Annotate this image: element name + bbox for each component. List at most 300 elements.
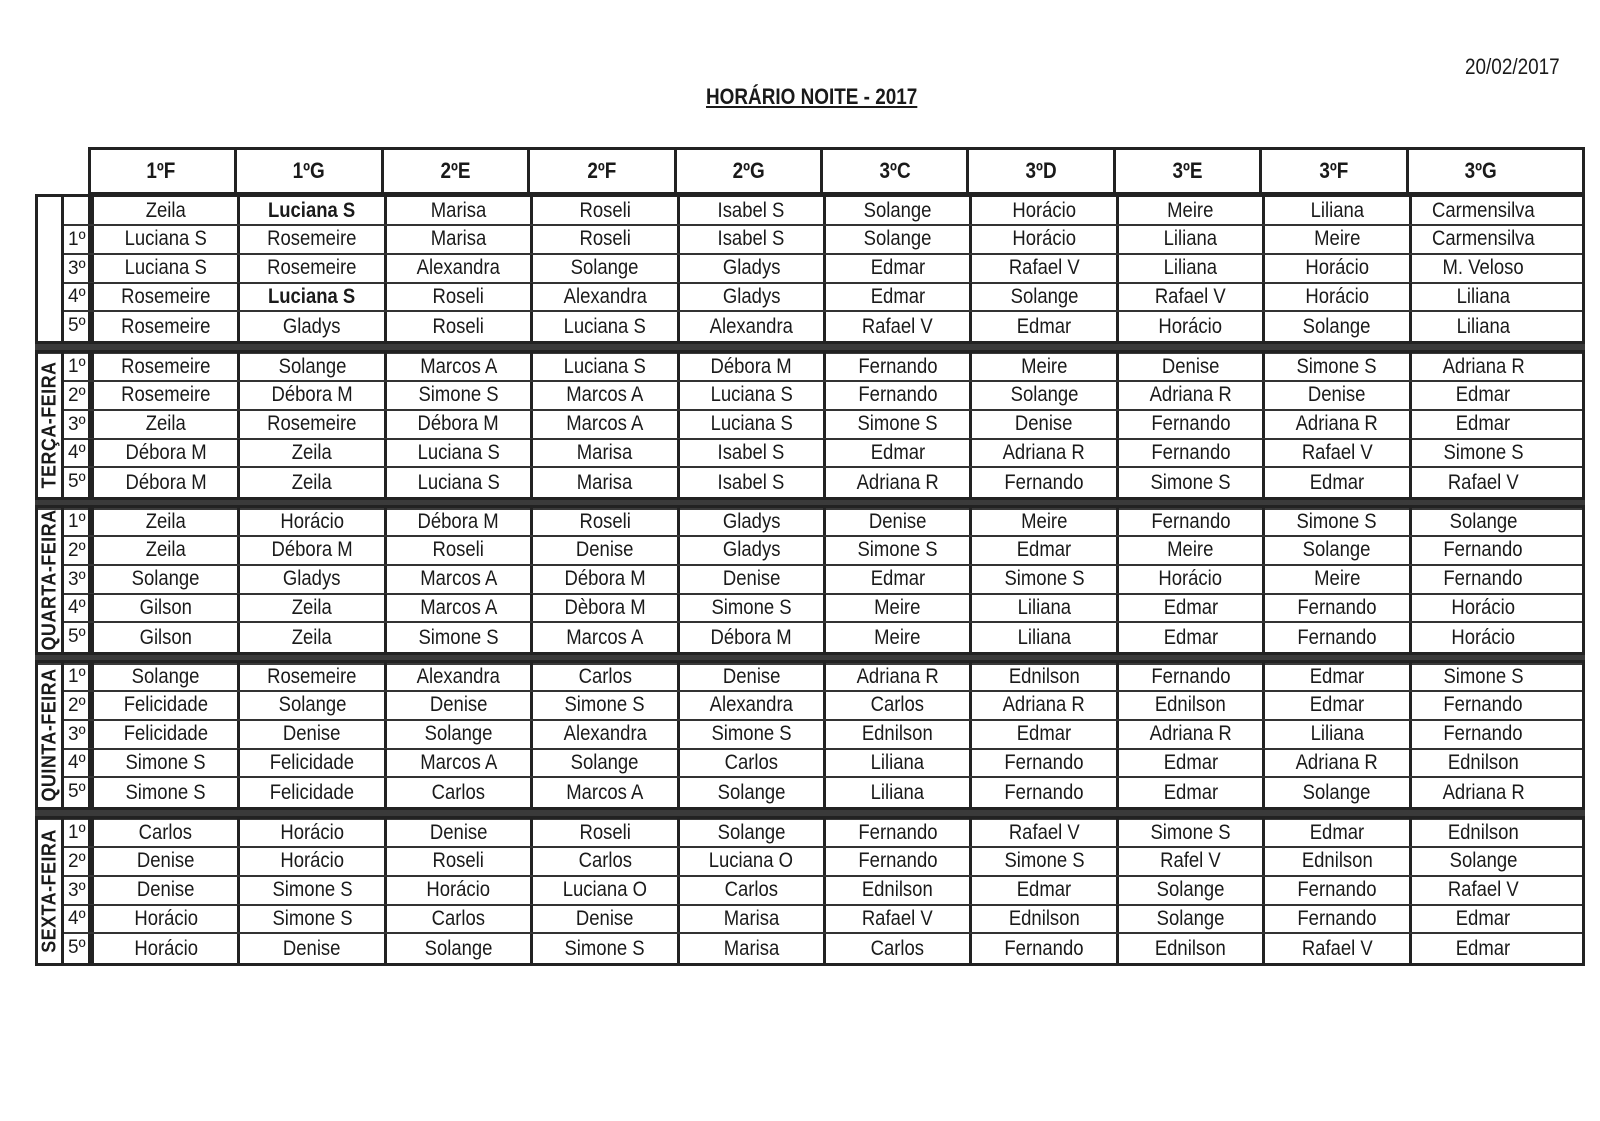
column-header: 1ºF (146, 158, 176, 183)
teacher-cell: Carlos (384, 905, 530, 932)
teacher-cell: Rosemeire (237, 255, 383, 282)
teacher-cell: Luciana S (91, 255, 237, 282)
teacher-cell: Rafael V (969, 819, 1115, 846)
teacher-cell: Débora M (384, 508, 530, 535)
teacher-cell: Fernando (1116, 411, 1262, 438)
teacher-cell: Adriana R (823, 663, 969, 690)
period-number: 2º (64, 848, 91, 875)
teacher-cell: Horácio (969, 226, 1115, 253)
table-row (64, 382, 1582, 411)
teacher-cell: Felicidade (91, 721, 237, 748)
table-row (64, 226, 1582, 255)
table-row (64, 468, 1582, 497)
day-block (35, 350, 1585, 500)
table-row (64, 778, 1582, 807)
teacher-cell: Carlos (823, 934, 969, 963)
teacher-cell: Fernando (1262, 594, 1408, 621)
teacher-cell: Isabel S (677, 439, 823, 466)
teacher-cell: Adriana R (1409, 778, 1555, 807)
teacher-cell: Solange (823, 226, 969, 253)
teacher-cell: Rosemeire (237, 411, 383, 438)
teacher-cell: Edmar (1262, 663, 1408, 690)
teacher-cell: Alexandra (677, 692, 823, 719)
teacher-cell: Fernando (823, 382, 969, 409)
teacher-cell: Edmar (1116, 778, 1262, 807)
table-row (64, 819, 1582, 848)
teacher-cell: Ednilson (1116, 692, 1262, 719)
teacher-cell: Simone S (1409, 439, 1555, 466)
teacher-cell: Simone S (530, 692, 676, 719)
teacher-cell: Solange (677, 778, 823, 807)
teacher-cell: Marcos A (384, 594, 530, 621)
teacher-cell: Denise (1262, 382, 1408, 409)
period-number: 1º (64, 819, 91, 846)
teacher-cell: Rafael V (969, 255, 1115, 282)
period-number: 5º (64, 312, 91, 341)
teacher-cell: Solange (677, 819, 823, 846)
teacher-cell: Gladys (677, 283, 823, 310)
table-row (64, 197, 1582, 226)
teacher-cell: Denise (91, 848, 237, 875)
teacher-cell: Marcos A (384, 566, 530, 593)
teacher-cell: Simone S (530, 934, 676, 963)
period-number: 5º (64, 623, 91, 652)
class-header-row (88, 147, 1585, 195)
teacher-cell: Rosemeire (91, 382, 237, 409)
teacher-cell: Felicidade (237, 778, 383, 807)
period-number: 3º (64, 877, 91, 904)
teacher-cell: Débora M (91, 468, 237, 497)
teacher-cell: Fernando (969, 778, 1115, 807)
table-row (64, 566, 1582, 595)
teacher-cell: M. Veloso (1409, 255, 1555, 282)
teacher-cell: Fernando (1409, 566, 1555, 593)
teacher-cell: Rosemeire (91, 353, 237, 380)
teacher-cell: Felicidade (237, 749, 383, 776)
teacher-cell: Gladys (237, 566, 383, 593)
teacher-cell: Horácio (237, 848, 383, 875)
document-title: HORÁRIO NOITE - 2017 (706, 84, 918, 109)
table-row (64, 905, 1582, 934)
teacher-cell: Simone S (1409, 663, 1555, 690)
teacher-cell: Rafael V (1262, 439, 1408, 466)
teacher-cell: Denise (91, 877, 237, 904)
teacher-cell: Luciana S (91, 226, 237, 253)
teacher-cell: Marisa (530, 468, 676, 497)
teacher-cell: Edmar (969, 721, 1115, 748)
teacher-cell: Fernando (1262, 623, 1408, 652)
teacher-cell: Zeila (91, 537, 237, 564)
teacher-cell: Roseli (530, 508, 676, 535)
teacher-cell: Roseli (384, 312, 530, 341)
teacher-cell: Meire (969, 353, 1115, 380)
teacher-cell: Débora M (677, 353, 823, 380)
teacher-cell: Edmar (1262, 468, 1408, 497)
teacher-cell: Gladys (237, 312, 383, 341)
teacher-cell: Denise (823, 508, 969, 535)
teacher-cell: Fernando (969, 468, 1115, 497)
teacher-cell: Horácio (384, 877, 530, 904)
teacher-cell: Liliana (1409, 283, 1555, 310)
teacher-cell: Luciana S (237, 197, 383, 224)
teacher-cell: Marcos A (384, 353, 530, 380)
period-number: 3º (64, 721, 91, 748)
teacher-cell: Meire (969, 508, 1115, 535)
teacher-cell: Simone S (384, 382, 530, 409)
teacher-cell: Rafael V (1409, 468, 1555, 497)
column-header: 2ºE (381, 150, 527, 192)
teacher-cell: Fernando (969, 749, 1115, 776)
teacher-cell: Zeila (237, 594, 383, 621)
teacher-cell: Meire (823, 594, 969, 621)
teacher-cell: Luciana S (384, 468, 530, 497)
teacher-cell: Marcos A (530, 778, 676, 807)
teacher-cell: Horácio (91, 905, 237, 932)
teacher-cell: Marcos A (530, 411, 676, 438)
column-header: 3ºG (1406, 150, 1552, 192)
teacher-cell: Débora M (237, 382, 383, 409)
teacher-cell: Débora M (237, 537, 383, 564)
day-label (38, 197, 64, 341)
teacher-cell: Fernando (1116, 439, 1262, 466)
period-number: 2º (64, 382, 91, 409)
table-row (64, 353, 1582, 382)
teacher-cell: Alexandra (530, 721, 676, 748)
teacher-cell: Carlos (530, 663, 676, 690)
period-number: 4º (64, 749, 91, 776)
teacher-cell: Carmensilva (1409, 197, 1555, 224)
teacher-cell: Denise (237, 721, 383, 748)
teacher-cell: Fernando (1262, 905, 1408, 932)
teacher-cell: Rafael V (1409, 877, 1555, 904)
day-block (35, 505, 1585, 655)
table-row (64, 312, 1582, 341)
teacher-cell: Liliana (1262, 721, 1408, 748)
teacher-cell: Rafael V (1116, 283, 1262, 310)
teacher-cell: Marcos A (384, 749, 530, 776)
teacher-cell: Edmar (823, 283, 969, 310)
teacher-cell: Débora M (530, 566, 676, 593)
teacher-cell: Adriana R (823, 468, 969, 497)
teacher-cell: Gladys (677, 537, 823, 564)
teacher-cell: Denise (530, 905, 676, 932)
teacher-cell: Simone S (1262, 508, 1408, 535)
period-number: 2º (64, 692, 91, 719)
period-number (64, 197, 91, 224)
teacher-cell: Solange (530, 749, 676, 776)
teacher-cell: Simone S (823, 537, 969, 564)
teacher-cell: Simone S (677, 594, 823, 621)
column-header: 3ºF (1259, 150, 1405, 192)
document-date: 20/02/2017 (1465, 54, 1560, 79)
teacher-cell: Rosemeire (237, 226, 383, 253)
teacher-cell: Fernando (823, 819, 969, 846)
teacher-cell: Débora M (384, 411, 530, 438)
teacher-cell: Liliana (823, 778, 969, 807)
day-block (35, 816, 1585, 966)
teacher-cell: Simone S (1116, 819, 1262, 846)
teacher-cell: Edmar (969, 537, 1115, 564)
teacher-cell: Simone S (677, 721, 823, 748)
teacher-cell: Liliana (1116, 255, 1262, 282)
teacher-cell: Edmar (1116, 623, 1262, 652)
teacher-cell: Meire (823, 623, 969, 652)
teacher-cell: Liliana (1116, 226, 1262, 253)
table-row (64, 692, 1582, 721)
teacher-cell: Adriana R (1116, 382, 1262, 409)
teacher-cell: Marisa (677, 905, 823, 932)
teacher-cell: Horácio (237, 508, 383, 535)
teacher-cell: Fernando (1409, 537, 1555, 564)
teacher-cell: Fernando (969, 934, 1115, 963)
teacher-cell: Marcos A (530, 623, 676, 652)
teacher-cell: Carmensilva (1409, 226, 1555, 253)
teacher-cell: Denise (384, 692, 530, 719)
teacher-cell: Luciana O (677, 848, 823, 875)
teacher-cell: Roseli (384, 537, 530, 564)
period-number: 2º (64, 537, 91, 564)
period-number: 4º (64, 283, 91, 310)
teacher-cell: Marisa (384, 197, 530, 224)
teacher-cell: Horácio (237, 819, 383, 846)
teacher-cell: Solange (1409, 508, 1555, 535)
table-row (64, 508, 1582, 537)
teacher-cell: Luciana O (530, 877, 676, 904)
column-header: 3ºE (1113, 150, 1259, 192)
day-block (35, 660, 1585, 810)
period-number: 1º (64, 226, 91, 253)
period-number: 1º (64, 353, 91, 380)
teacher-cell: Denise (677, 663, 823, 690)
teacher-cell: Isabel S (677, 197, 823, 224)
teacher-cell: Luciana S (384, 439, 530, 466)
teacher-cell: Carlos (91, 819, 237, 846)
table-row (64, 537, 1582, 566)
teacher-cell: Marcos A (530, 382, 676, 409)
teacher-cell: Solange (91, 566, 237, 593)
teacher-cell: Fernando (1262, 877, 1408, 904)
teacher-cell: Fernando (1116, 663, 1262, 690)
table-row (64, 594, 1582, 623)
teacher-cell: Isabel S (677, 468, 823, 497)
teacher-cell: Alexandra (384, 663, 530, 690)
teacher-cell: Denise (677, 566, 823, 593)
teacher-cell: Adriana R (1262, 411, 1408, 438)
teacher-cell: Débora M (91, 439, 237, 466)
teacher-cell: Alexandra (677, 312, 823, 341)
teacher-cell: Zeila (91, 411, 237, 438)
teacher-cell: Meire (1116, 537, 1262, 564)
teacher-cell: Horácio (1116, 312, 1262, 341)
teacher-cell: Solange (237, 692, 383, 719)
teacher-cell: Simone S (969, 566, 1115, 593)
teacher-cell: Adriana R (969, 692, 1115, 719)
teacher-cell: Simone S (237, 905, 383, 932)
teacher-cell: Alexandra (384, 255, 530, 282)
teacher-cell: Liliana (1262, 197, 1408, 224)
day-block (35, 194, 1585, 344)
teacher-cell: Edmar (823, 566, 969, 593)
teacher-cell: Adriana R (1409, 353, 1555, 380)
teacher-cell: Horácio (1262, 283, 1408, 310)
teacher-cell: Denise (384, 819, 530, 846)
teacher-cell: Fernando (823, 353, 969, 380)
teacher-cell: Meire (1262, 226, 1408, 253)
teacher-cell: Meire (1116, 197, 1262, 224)
teacher-cell: Edmar (1262, 819, 1408, 846)
column-header: 2ºG (674, 150, 820, 192)
teacher-cell: Zeila (91, 508, 237, 535)
teacher-cell: Simone S (1116, 468, 1262, 497)
teacher-cell: Ednilson (823, 877, 969, 904)
teacher-cell: Edmar (823, 439, 969, 466)
teacher-cell: Carlos (677, 877, 823, 904)
teacher-cell: Solange (384, 934, 530, 963)
column-header: 3ºC (820, 150, 966, 192)
teacher-cell: Horácio (1262, 255, 1408, 282)
period-number: 4º (64, 905, 91, 932)
teacher-cell: Ednilson (969, 663, 1115, 690)
teacher-cell: Carlos (384, 778, 530, 807)
teacher-cell: Solange (1116, 877, 1262, 904)
teacher-cell: Roseli (530, 197, 676, 224)
teacher-cell: Adriana R (969, 439, 1115, 466)
teacher-cell: Simone S (969, 848, 1115, 875)
teacher-cell: Horácio (969, 197, 1115, 224)
period-number: 3º (64, 566, 91, 593)
teacher-cell: Liliana (1409, 312, 1555, 341)
day-label: QUARTA-FEIRA (38, 508, 64, 652)
period-number: 3º (64, 411, 91, 438)
teacher-cell: Ednilson (1262, 848, 1408, 875)
day-label: QUINTA-FEIRA (38, 663, 64, 807)
teacher-cell: Marisa (384, 226, 530, 253)
teacher-cell: Solange (969, 283, 1115, 310)
teacher-cell: Carlos (530, 848, 676, 875)
teacher-cell: Solange (530, 255, 676, 282)
teacher-cell: Felicidade (91, 692, 237, 719)
teacher-cell: Horácio (1409, 594, 1555, 621)
teacher-cell: Liliana (969, 594, 1115, 621)
column-header: 1ºG (234, 150, 380, 192)
teacher-cell: Fernando (1409, 721, 1555, 748)
period-number: 1º (64, 663, 91, 690)
teacher-cell: Ednilson (1409, 749, 1555, 776)
teacher-cell: Zeila (237, 468, 383, 497)
day-label: TERÇA-FEIRA (38, 353, 64, 497)
teacher-cell: Ednilson (1116, 934, 1262, 963)
teacher-cell: Carlos (823, 692, 969, 719)
teacher-cell: Denise (530, 537, 676, 564)
teacher-cell: Ednilson (1409, 819, 1555, 846)
teacher-cell: Liliana (823, 749, 969, 776)
teacher-cell: Solange (823, 197, 969, 224)
teacher-cell: Luciana S (677, 411, 823, 438)
teacher-cell: Zeila (237, 623, 383, 652)
teacher-cell: Gladys (677, 255, 823, 282)
period-number: 4º (64, 439, 91, 466)
period-number: 3º (64, 255, 91, 282)
teacher-cell: Solange (1409, 848, 1555, 875)
period-number: 1º (64, 508, 91, 535)
teacher-cell: Solange (969, 382, 1115, 409)
teacher-cell: Roseli (384, 848, 530, 875)
teacher-cell: Simone S (823, 411, 969, 438)
teacher-cell: Luciana S (237, 283, 383, 310)
teacher-cell: Roseli (530, 226, 676, 253)
teacher-cell: Rosemeire (237, 663, 383, 690)
teacher-cell: Denise (969, 411, 1115, 438)
teacher-cell: Edmar (969, 312, 1115, 341)
teacher-cell: Solange (91, 663, 237, 690)
column-header: 3ºD (966, 150, 1112, 192)
teacher-cell: Solange (237, 353, 383, 380)
teacher-cell: Horácio (91, 934, 237, 963)
teacher-cell: Meire (1262, 566, 1408, 593)
table-row (64, 439, 1582, 468)
teacher-cell: Simone S (91, 749, 237, 776)
period-number: 5º (64, 934, 91, 963)
teacher-cell: Edmar (1409, 382, 1555, 409)
teacher-cell: Edmar (1262, 692, 1408, 719)
table-row (64, 721, 1582, 750)
teacher-cell: Adriana R (1262, 749, 1408, 776)
table-row (64, 749, 1582, 778)
teacher-cell: Horácio (1116, 566, 1262, 593)
teacher-cell: Débora M (677, 623, 823, 652)
teacher-cell: Fernando (1409, 692, 1555, 719)
table-row (64, 411, 1582, 440)
teacher-cell: Liliana (969, 623, 1115, 652)
teacher-cell: Edmar (1409, 934, 1555, 963)
teacher-cell: Zeila (237, 439, 383, 466)
teacher-cell: Simone S (91, 778, 237, 807)
period-number: 5º (64, 468, 91, 497)
column-header: 2ºF (527, 150, 673, 192)
teacher-cell: Rafael V (1262, 934, 1408, 963)
teacher-cell: Edmar (823, 255, 969, 282)
teacher-cell: Zeila (91, 197, 237, 224)
teacher-cell: Denise (1116, 353, 1262, 380)
teacher-cell: Marisa (677, 934, 823, 963)
teacher-cell: Rafel V (1116, 848, 1262, 875)
teacher-cell: Marisa (530, 439, 676, 466)
teacher-cell: Simone S (1262, 353, 1408, 380)
teacher-cell: Gilson (91, 594, 237, 621)
teacher-cell: Solange (1116, 905, 1262, 932)
teacher-cell: Luciana S (677, 382, 823, 409)
teacher-cell: Horácio (1409, 623, 1555, 652)
teacher-cell: Luciana S (530, 312, 676, 341)
teacher-cell: Gilson (91, 623, 237, 652)
teacher-cell: Solange (1262, 537, 1408, 564)
teacher-cell: Fernando (1116, 508, 1262, 535)
teacher-cell: Isabel S (677, 226, 823, 253)
teacher-cell: Rafael V (823, 905, 969, 932)
teacher-cell: Roseli (530, 819, 676, 846)
teacher-cell: Solange (384, 721, 530, 748)
teacher-cell: Dèbora M (530, 594, 676, 621)
table-row (64, 623, 1582, 652)
table-row (64, 877, 1582, 906)
teacher-cell: Simone S (237, 877, 383, 904)
table-row (64, 934, 1582, 963)
day-label: SEXTA-FEIRA (38, 819, 64, 963)
teacher-cell: Roseli (384, 283, 530, 310)
teacher-cell: Solange (1262, 312, 1408, 341)
teacher-cell: Edmar (1409, 905, 1555, 932)
teacher-cell: Denise (237, 934, 383, 963)
